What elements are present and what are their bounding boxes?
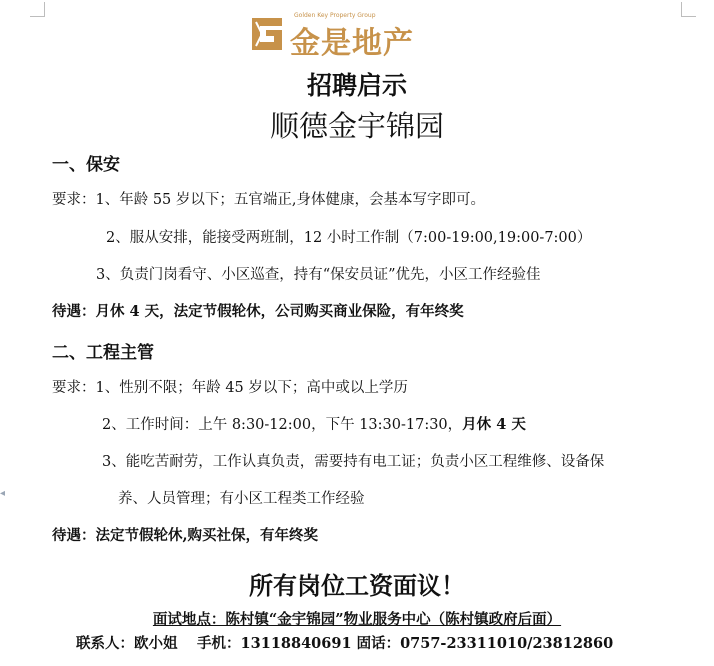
company-logo — [246, 10, 446, 61]
engineering-requirement-1: 要求：1、性别不限；年龄 45 岁以下；高中或以上学历 — [52, 380, 408, 396]
page-corner-mark-right — [681, 2, 696, 17]
guard-requirement-1: 要求：1、年龄 55 岁以下；五官端正,身体健康，会基本写字即可。 — [52, 192, 486, 208]
page-title: 招聘启示 — [306, 71, 407, 100]
page-subtitle: 顺德金宇锦园 — [269, 109, 444, 143]
margin-marker-icon: ◂ — [0, 488, 6, 499]
engineering-requirement-3: 3、能吃苦耐劳，工作认真负责，需要持有电工证；负责小区工程维修、设备保 — [102, 454, 605, 470]
logo-mark-icon — [246, 12, 288, 56]
logo-english-text: Golden Key Property Group — [294, 12, 376, 19]
guard-benefits: 待遇：月休 4 天，法定节假轮休，公司购买商业保险，有年终奖 — [52, 303, 464, 320]
page-corner-mark-left — [30, 2, 45, 17]
section-heading-guard: 一、保安 — [52, 155, 120, 175]
salary-negotiable-notice: 所有岗位工资面议！ — [249, 572, 465, 600]
interview-address: 面试地点：陈村镇“金宇锦园”物业服务中心（陈村镇政府后面） — [152, 611, 562, 628]
engineering-work-hours: 2、工作时间：上午 8:30-12:00，下午 13:30-17:30， — [102, 417, 463, 433]
guard-requirement-2: 2、服从安排，能接受两班制，12 小时工作制（7:00-19:00,19:00-7:00） — [106, 230, 592, 246]
guard-requirement-3: 3、负责门岗看守、小区巡查，持有“保安员证”优先，小区工作经验佳 — [96, 267, 541, 283]
engineering-benefits: 待遇：法定节假轮休,购买社保，有年终奖 — [52, 527, 319, 544]
logo-chinese-text: 金是地产 — [290, 26, 414, 61]
engineering-requirement-3-continued: 养、人员管理；有小区工程类工作经验 — [118, 491, 365, 507]
contact-info: 联系人：欧小姐 手机：13118840691 固话：0757-23311010/23812860 — [76, 635, 614, 652]
engineering-days-off: 月休 4 天 — [462, 416, 526, 433]
engineering-requirement-2 — [102, 413, 526, 434]
section-heading-engineering: 二、工程主管 — [52, 343, 154, 363]
